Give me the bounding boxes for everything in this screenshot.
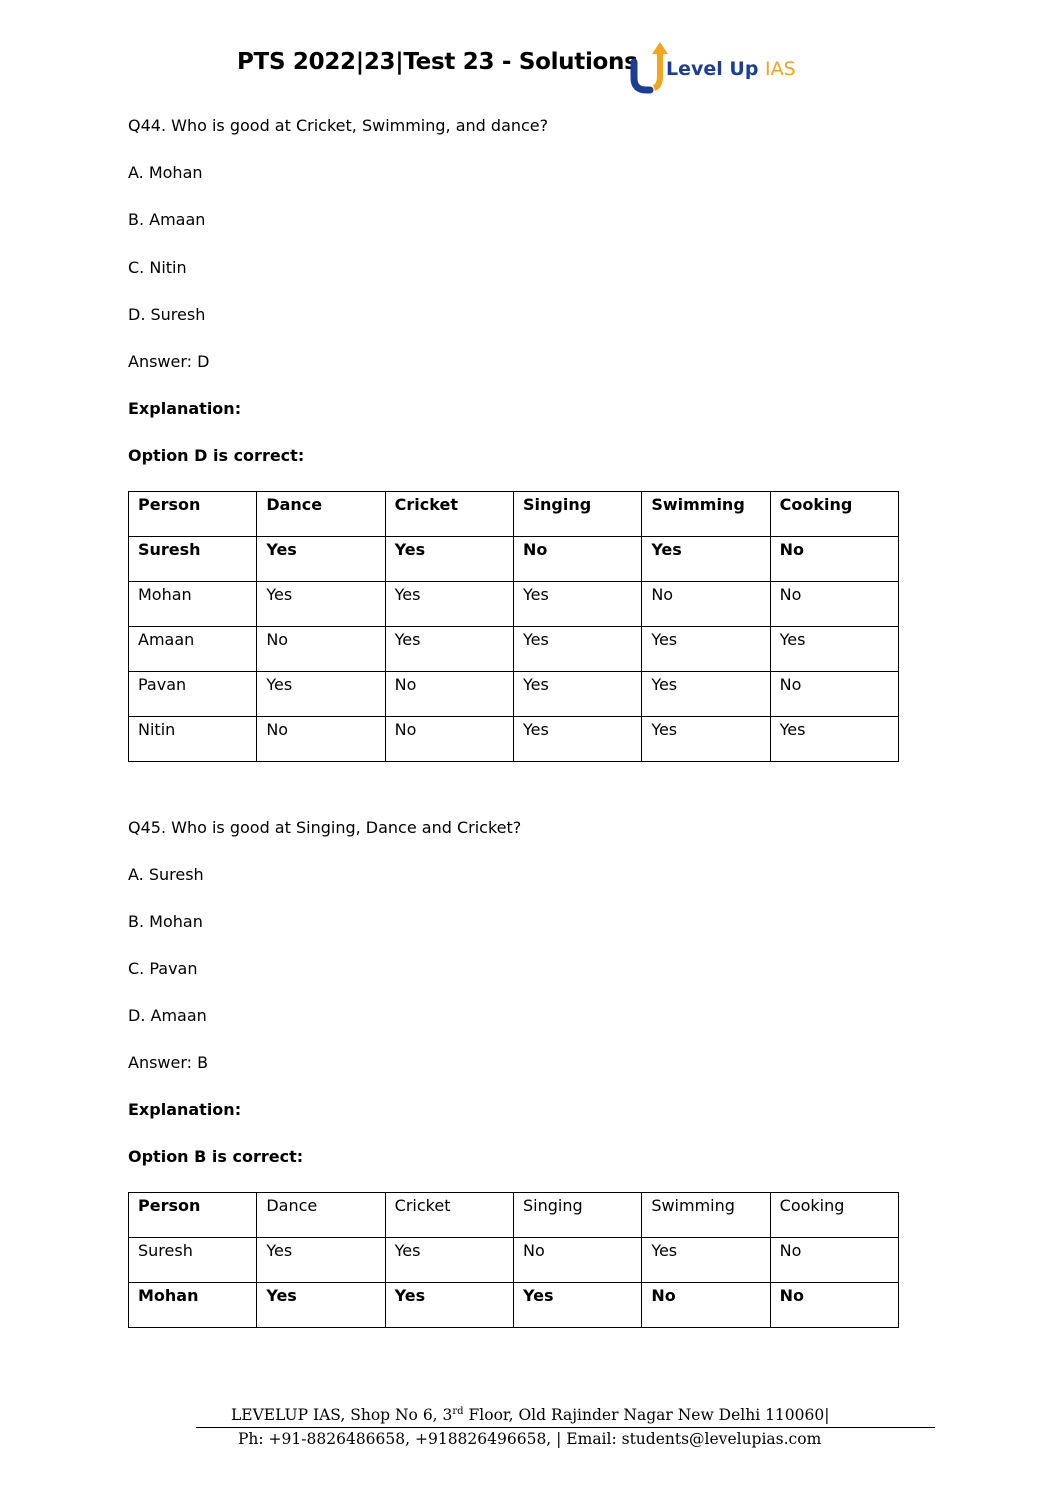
- table-cell: No: [770, 582, 898, 627]
- table-header-row: [129, 492, 899, 537]
- correct-option-label: Option D is correct:: [128, 446, 305, 465]
- table-cell: Yes: [257, 582, 385, 627]
- option-d: D. Amaan: [128, 1006, 207, 1025]
- table-row: [129, 672, 899, 717]
- table-cell: Yes: [385, 1283, 513, 1328]
- table-header-cell: Cricket: [385, 492, 513, 537]
- table-cell: Yes: [385, 582, 513, 627]
- option-a: A. Mohan: [128, 163, 203, 182]
- table-header-cell: Singing: [513, 492, 641, 537]
- table-cell: Yes: [513, 627, 641, 672]
- table-row: [129, 717, 899, 762]
- table-cell: No: [513, 537, 641, 582]
- table-cell: No: [770, 1238, 898, 1283]
- footer-contact: Ph: +91-8826486658, +918826496658, | Email: students@levelupias.com: [238, 1430, 822, 1448]
- arrow-u-icon: [628, 40, 668, 96]
- table-cell: No: [770, 672, 898, 717]
- table-cell: Yes: [770, 627, 898, 672]
- table-header-cell: Dance: [257, 1193, 385, 1238]
- table-cell: No: [513, 1238, 641, 1283]
- table-cell: No: [257, 717, 385, 762]
- table-cell: Yes: [642, 717, 770, 762]
- explanation-label: Explanation:: [128, 1100, 242, 1119]
- levelup-ias-logo: [628, 40, 798, 96]
- table-row: [129, 537, 899, 582]
- table-header-cell: Cricket: [385, 1193, 513, 1238]
- table-cell: Yes: [513, 672, 641, 717]
- table-cell: Pavan: [129, 672, 257, 717]
- table-header-cell: Cooking: [770, 492, 898, 537]
- table-header-cell: Dance: [257, 492, 385, 537]
- answer: Answer: D: [128, 352, 210, 371]
- option-b: B. Mohan: [128, 912, 203, 931]
- option-c: C. Pavan: [128, 959, 198, 978]
- table-header-row: [129, 1193, 899, 1238]
- table-cell: Suresh: [129, 1238, 257, 1283]
- table-cell: No: [385, 672, 513, 717]
- table-header-cell: Person: [129, 1193, 257, 1238]
- table-cell: Suresh: [129, 537, 257, 582]
- table-row: [129, 627, 899, 672]
- logo-text: Level Up IAS: [666, 58, 796, 80]
- table-cell: Yes: [385, 1238, 513, 1283]
- table-cell: Yes: [642, 537, 770, 582]
- table-cell: Mohan: [129, 1283, 257, 1328]
- footer-divider: [196, 1427, 935, 1428]
- option-d: D. Suresh: [128, 305, 206, 324]
- page-title: PTS 2022|23|Test 23 - Solutions: [237, 49, 638, 75]
- table-cell: Amaan: [129, 627, 257, 672]
- table-header-cell: Cooking: [770, 1193, 898, 1238]
- table-header-cell: Swimming: [642, 1193, 770, 1238]
- table-cell: Yes: [385, 537, 513, 582]
- table-row: [129, 1238, 899, 1283]
- page-header: [0, 40, 1058, 100]
- table-header-cell: Swimming: [642, 492, 770, 537]
- table-cell: Yes: [770, 717, 898, 762]
- table-cell: Yes: [642, 1238, 770, 1283]
- correct-option-label: Option B is correct:: [128, 1147, 304, 1166]
- table-cell: Yes: [513, 582, 641, 627]
- q45-table: [128, 1192, 899, 1328]
- table-cell: Yes: [642, 627, 770, 672]
- table-cell: Yes: [257, 1238, 385, 1283]
- table-cell: No: [257, 627, 385, 672]
- option-c: C. Nitin: [128, 258, 187, 277]
- footer-address: LEVELUP IAS, Shop No 6, 3rd Floor, Old Rajinder Nagar New Delhi 110060|: [231, 1406, 830, 1425]
- option-b: B. Amaan: [128, 210, 206, 229]
- table-cell: Yes: [257, 672, 385, 717]
- table-cell: Nitin: [129, 717, 257, 762]
- table-cell: No: [770, 1283, 898, 1328]
- table-row: [129, 1283, 899, 1328]
- table-cell: No: [642, 582, 770, 627]
- table-cell: Yes: [642, 672, 770, 717]
- q44-table: [128, 491, 899, 762]
- option-a: A. Suresh: [128, 865, 204, 884]
- question-q45: Q45. Who is good at Singing, Dance and Cricket?: [128, 818, 522, 837]
- table-header-cell: Singing: [513, 1193, 641, 1238]
- table-row: [129, 582, 899, 627]
- table-cell: Yes: [257, 537, 385, 582]
- table-cell: Yes: [513, 1283, 641, 1328]
- question-q44: Q44. Who is good at Cricket, Swimming, and dance?: [128, 116, 549, 135]
- answer: Answer: B: [128, 1053, 209, 1072]
- table-header-cell: Person: [129, 492, 257, 537]
- table-cell: Yes: [385, 627, 513, 672]
- table-cell: Yes: [257, 1283, 385, 1328]
- table-cell: Yes: [513, 717, 641, 762]
- table-cell: No: [770, 537, 898, 582]
- table-cell: No: [385, 717, 513, 762]
- explanation-label: Explanation:: [128, 399, 242, 418]
- table-cell: No: [642, 1283, 770, 1328]
- table-cell: Mohan: [129, 582, 257, 627]
